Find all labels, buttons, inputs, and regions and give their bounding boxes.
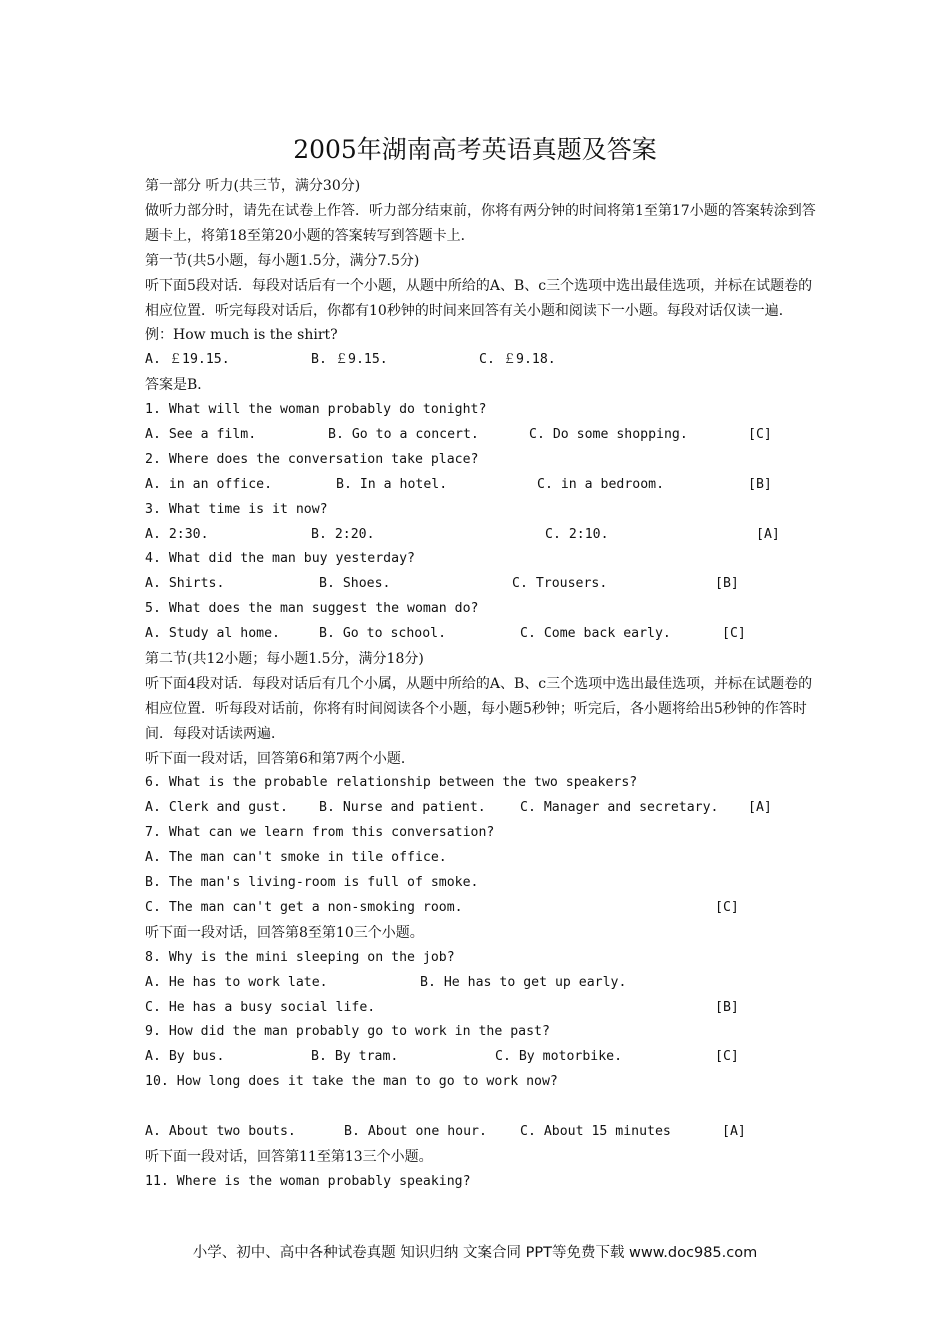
question-4: 4. What did the man buy yesterday? xyxy=(145,551,415,567)
question-2-options xyxy=(145,473,820,498)
question-6-answer: [A] xyxy=(748,800,772,816)
question-1-answer: [C] xyxy=(748,426,772,442)
question-5: 5. What does the man suggest the woman do? xyxy=(145,601,479,617)
question-7-option-b: B. The man's living-room is full of smoke. xyxy=(145,875,479,891)
question-3-option-c: C. 2:10. xyxy=(545,526,609,542)
question-5-option-c: C. Come back early. xyxy=(520,626,671,642)
question-7-option-c-row xyxy=(145,896,820,921)
question-2-option-c: C. in a bedroom. xyxy=(537,476,665,492)
question-5-option-b: B. Go to school. xyxy=(319,626,447,642)
part1-heading: 第一部分 听力(共三节，满分30分) xyxy=(145,178,361,194)
question-2-answer: [B] xyxy=(748,476,772,492)
question-1-option-c: C. Do some shopping. xyxy=(529,426,688,442)
question-4-option-a: A. Shirts. xyxy=(145,576,225,592)
section2-instructions: 听下面4段对话．每段对话后有几个小属，从题中所给的A、B、c三个选项中选出最佳选项，并标在试题卷的相应位置．听每段对话前，你将有时间阅读各个小题，每小题5秒钟；听完后，各小题将给出5秒钟的作答时间．每段对话读两遍． xyxy=(145,675,813,742)
example-answer: 答案是B． xyxy=(145,377,212,394)
example-option-c: C. ￡9.18. xyxy=(479,352,556,368)
question-1: 1. What will the woman probably do tonight? xyxy=(145,402,487,418)
question-3-options xyxy=(145,523,820,548)
dialog1-intro: 听下面一段对话，回答第6和第7两个小题． xyxy=(145,750,415,767)
question-8-option-c: C. He has a busy social life. xyxy=(145,999,376,1015)
question-6: 6. What is the probable relationship between the two speakers? xyxy=(145,775,638,791)
question-6-option-c: C. Manager and secretary. xyxy=(520,800,719,816)
question-6-option-b: B. Nurse and patient. xyxy=(319,800,486,816)
question-1-option-b: B. Go to a concert. xyxy=(328,426,479,442)
question-7-option-a: A. The man can't smoke in tile office. xyxy=(145,850,447,866)
question-9-answer: [C] xyxy=(715,1049,739,1065)
question-1-options xyxy=(145,423,820,448)
example-options xyxy=(145,348,820,373)
question-5-option-a: A. Study al home. xyxy=(145,626,280,642)
question-10-answer: [A] xyxy=(722,1123,746,1139)
question-7-option-c: C. The man can't get a non-smoking room. xyxy=(145,899,463,915)
question-10-option-a: A. About two bouts. xyxy=(145,1123,296,1139)
question-2-option-b: B. In a hotel. xyxy=(336,476,448,492)
page-footer: 小学、初中、高中各种试卷真题 知识归纳 文案合同 PPT等免费下载 www.doc985.com xyxy=(192,1245,758,1261)
question-3-option-b: B. 2:20. xyxy=(311,526,375,542)
question-11: 11. Where is the woman probably speaking? xyxy=(145,1173,471,1189)
dialog3-intro: 听下面一段对话，回答第11至第13三个小题。 xyxy=(145,1148,433,1165)
question-2-option-a: A. in an office. xyxy=(145,476,273,492)
question-7: 7. What can we learn from this conversation? xyxy=(145,825,495,841)
section1-instructions: 听下面5段对话．每段对话后有一个小题，从题中所给的A、B、c三个选项中选出最佳选项，并标在试题卷的相应位置．听完每段对话后，你都有10秒钟的时间来回答有关小题和阅读下一小题。每段对话仅读一遍． xyxy=(145,277,813,319)
blank-line xyxy=(145,1095,820,1120)
question-3-answer: [A] xyxy=(756,526,780,542)
question-9-option-c: C. By motorbike. xyxy=(495,1049,623,1065)
part1-instructions: 做听力部分时，请先在试卷上作答．听力部分结束前，你将有两分钟的时间将第1至第17小题的答案转涂到答题卡上，将第18至第20小题的答案转写到答题卡上． xyxy=(145,202,816,244)
question-10-option-c: C. About 15 minutes xyxy=(520,1123,671,1139)
question-10-options xyxy=(145,1120,820,1145)
question-3: 3. What time is it now? xyxy=(145,501,328,517)
section1-heading: 第一节(共5小题，每小题1.5分，满分7.5分) xyxy=(145,252,420,269)
document-body xyxy=(145,174,820,1195)
question-8-option-c-row xyxy=(145,996,820,1021)
question-9: 9. How did the man probably go to work in the past? xyxy=(145,1024,550,1040)
example-option-b: B. ￡9.15. xyxy=(311,352,388,368)
question-5-options xyxy=(145,622,820,647)
question-2: 2. Where does the conversation take place? xyxy=(145,451,479,467)
question-3-option-a: A. 2:30. xyxy=(145,526,209,542)
question-8: 8. Why is the mini sleeping on the job? xyxy=(145,949,455,965)
question-8-option-a: A. He has to work late. xyxy=(145,974,328,990)
question-4-options xyxy=(145,572,820,597)
question-8-options-ab xyxy=(145,971,820,996)
question-7-answer: [C] xyxy=(715,899,739,915)
question-9-option-a: A. By bus. xyxy=(145,1049,225,1065)
question-6-option-a: A. Clerk and gust. xyxy=(145,800,288,816)
question-10: 10. How long does it take the man to go to work now? xyxy=(145,1074,558,1090)
document-title: 2005年湖南高考英语真题及答案 xyxy=(293,135,657,164)
question-1-option-a: A. See a film. xyxy=(145,426,257,442)
example-option-a: A. ￡19.15. xyxy=(145,352,230,368)
section2-heading: 第二节(共12小题；每小题1.5分，满分18分) xyxy=(145,650,424,667)
example-question: 例：How much is the shirt? xyxy=(145,327,338,344)
question-4-option-b: B. Shoes. xyxy=(319,576,391,592)
question-4-answer: [B] xyxy=(715,576,739,592)
question-9-option-b: B. By tram. xyxy=(311,1049,399,1065)
question-8-answer: [B] xyxy=(715,999,739,1015)
question-10-option-b: B. About one hour. xyxy=(344,1123,487,1139)
question-9-options xyxy=(145,1045,820,1070)
question-6-options xyxy=(145,796,820,821)
question-8-option-b: B. He has to get up early. xyxy=(420,974,627,990)
dialog2-intro: 听下面一段对话，回答第8至第10三个小题。 xyxy=(145,924,424,941)
question-5-answer: [C] xyxy=(722,626,746,642)
question-4-option-c: C. Trousers. xyxy=(512,576,608,592)
